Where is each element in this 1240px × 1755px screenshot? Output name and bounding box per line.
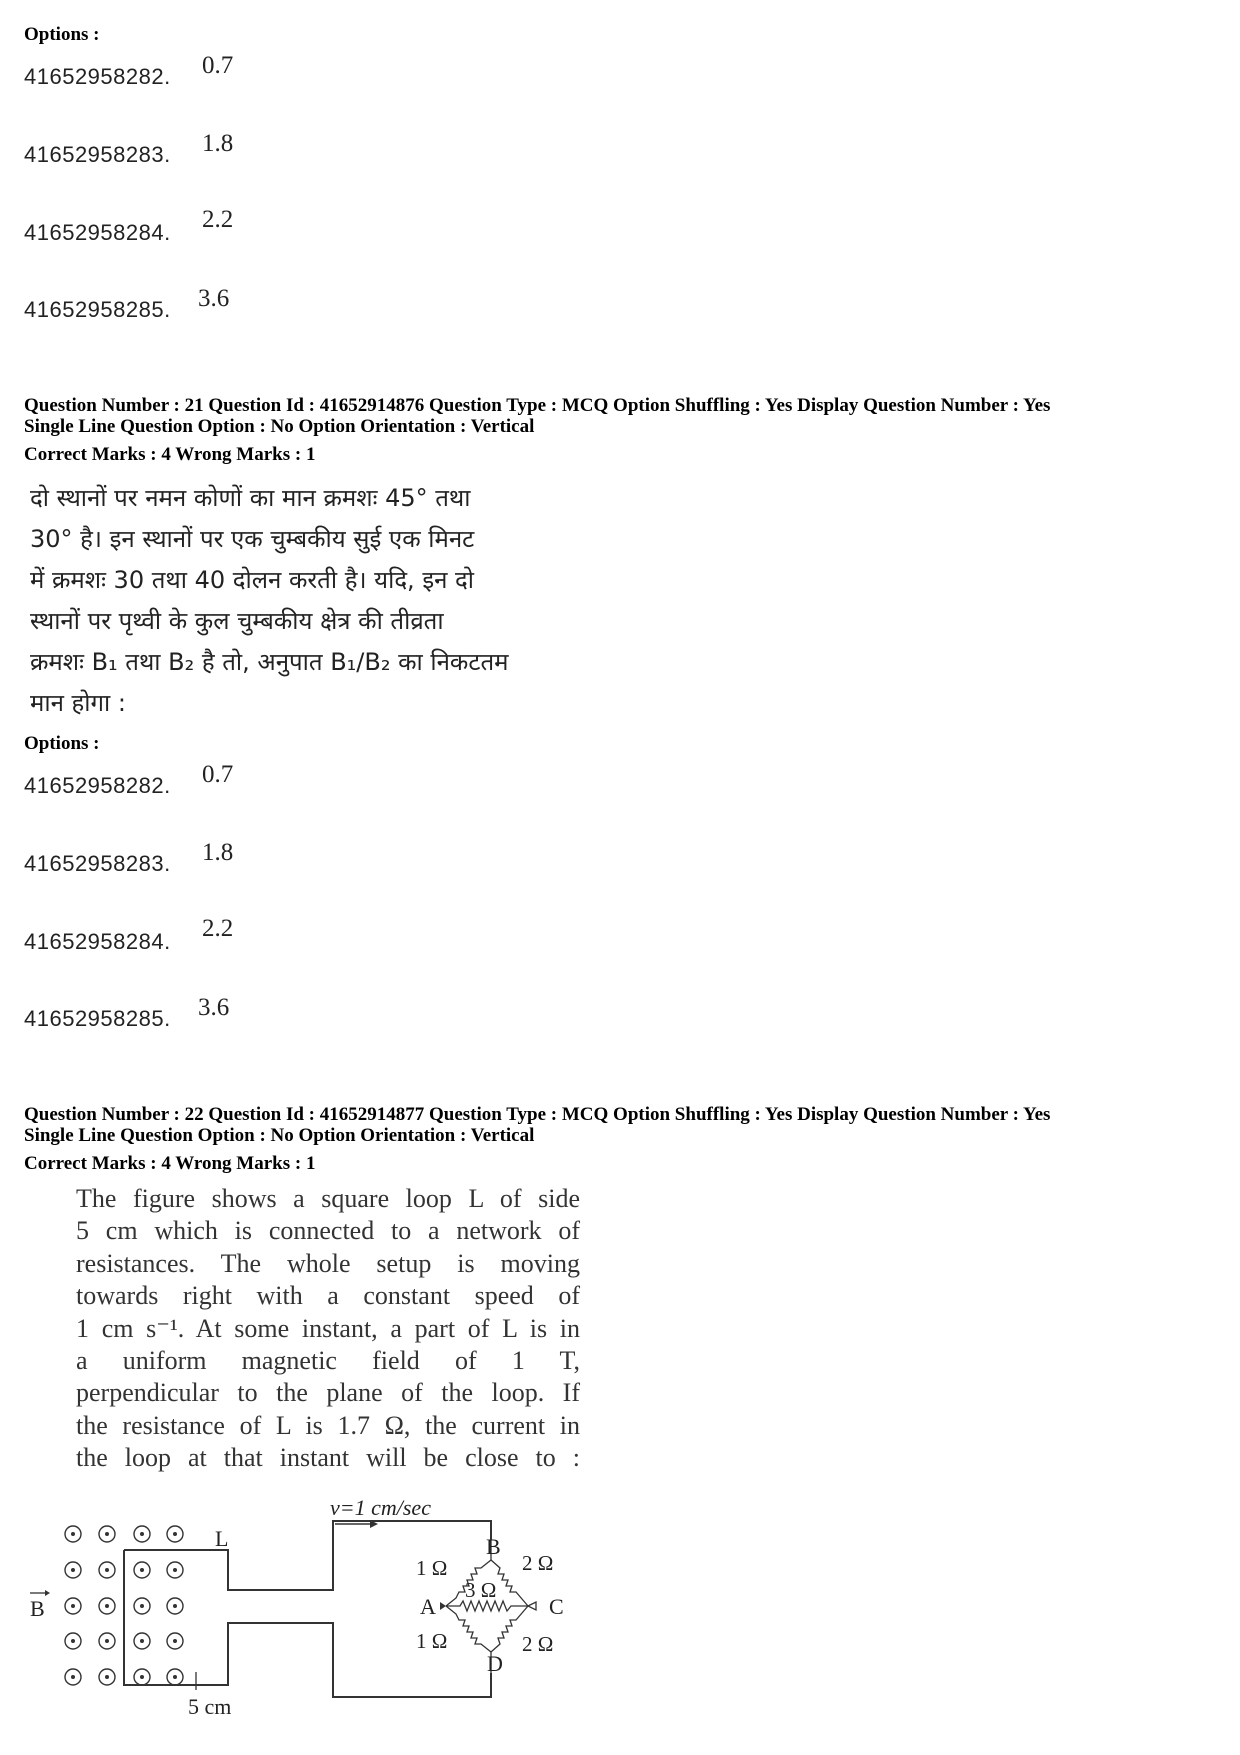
resistance-label: 3 Ω <box>465 1578 497 1602</box>
question-text-line: towards right with a constant speed of <box>76 1281 580 1311</box>
question-text-line: क्रमशः B₁ तथा B₂ है तो, अनुपात B₁/B₂ का निकटतम <box>30 648 509 676</box>
option-value: 0.7 <box>202 761 234 788</box>
resistance-label: 2 Ω <box>522 1632 554 1656</box>
question-text-line: resistances. The whole setup is moving <box>76 1248 580 1278</box>
question-marks: Correct Marks : 4 Wrong Marks : 1 <box>24 1153 316 1174</box>
node-arrow <box>528 1602 536 1610</box>
option-id: 41652958284. <box>24 220 171 245</box>
options-heading: Options : <box>24 24 100 45</box>
node-label: D <box>487 1651 503 1676</box>
option-id: 41652958283. <box>24 851 171 876</box>
question-text-line: स्थानों पर पृथ्वी के कुल चुम्बकीय क्षेत्र की तीव्रता <box>30 607 444 635</box>
option-id: 41652958283. <box>24 142 171 167</box>
question-meta: Question Number : 21 Question Id : 41652914876 Question Type : MCQ Option Shuffling : Yes Display Question Number : Yes <box>24 395 1051 416</box>
option-value: 3.6 <box>198 994 230 1021</box>
question-text-line: 1 cm s⁻¹. At some instant, a part of L is in <box>76 1313 580 1343</box>
question-text-line: perpendicular to the plane of the loop. If <box>76 1378 580 1408</box>
option-id: 41652958282. <box>24 773 171 798</box>
node-arrow <box>440 1602 446 1610</box>
resistance-label: 1 Ω <box>416 1629 448 1653</box>
question-marks: Correct Marks : 4 Wrong Marks : 1 <box>24 444 316 465</box>
question-text-line: a uniform magnetic field of 1 T, <box>76 1346 580 1376</box>
velocity-label: v=1 cm/sec <box>330 1495 431 1520</box>
question-meta-line2: Single Line Question Option : No Option Orientation : Vertical <box>24 416 535 437</box>
resistor-ac <box>446 1601 528 1611</box>
resistance-label: 2 Ω <box>522 1551 554 1575</box>
option-value: 2.2 <box>202 915 234 942</box>
option-value: 3.6 <box>198 285 230 312</box>
resistor-ad <box>446 1606 491 1652</box>
node-label: C <box>549 1594 564 1619</box>
question-text <box>76 1183 580 1475</box>
option-id: 41652958284. <box>24 929 171 954</box>
question-text-line: 5 cm which is connected to a network of <box>76 1216 580 1246</box>
loop-label: L <box>215 1526 229 1551</box>
side-label: 5 cm <box>188 1694 232 1719</box>
question-meta-line2: Single Line Question Option : No Option Orientation : Vertical <box>24 1125 535 1146</box>
question-text-line: दो स्थानों पर नमन कोणों का मान क्रमशः 45° तथा <box>30 484 471 512</box>
question-text-line: the loop at that instant will be close to : <box>76 1443 580 1473</box>
question-text-line: में क्रमशः 30 तथा 40 दोलन करती है। यदि, इन दो <box>30 566 475 594</box>
node-label: A <box>420 1594 436 1619</box>
resistance-label: 1 Ω <box>416 1556 448 1580</box>
option-value: 1.8 <box>202 130 234 157</box>
question-text-line: The figure shows a square loop L of side <box>76 1184 580 1213</box>
option-id: 41652958282. <box>24 64 171 89</box>
node-label: B <box>486 1534 501 1559</box>
question-text-line: 30° है। इन स्थानों पर एक चुम्बकीय सुई एक मिनट <box>30 525 475 553</box>
option-id: 41652958285. <box>24 1006 171 1031</box>
question-text-line: मान होगा : <box>30 689 126 717</box>
field-label: B <box>30 1596 45 1621</box>
option-value: 1.8 <box>202 839 234 866</box>
question-text-line: the resistance of L is 1.7 Ω, the current in <box>76 1410 580 1440</box>
question-meta: Question Number : 22 Question Id : 41652914877 Question Type : MCQ Option Shuffling : Yes Display Question Number : Yes <box>24 1104 1051 1125</box>
option-id: 41652958285. <box>24 297 171 322</box>
vector-arrow-head <box>45 1590 50 1596</box>
option-value: 2.2 <box>202 206 234 233</box>
circuit-figure <box>0 1470 620 1740</box>
option-value: 0.7 <box>202 52 234 79</box>
options-heading: Options : <box>24 733 100 754</box>
question-text <box>30 478 508 724</box>
